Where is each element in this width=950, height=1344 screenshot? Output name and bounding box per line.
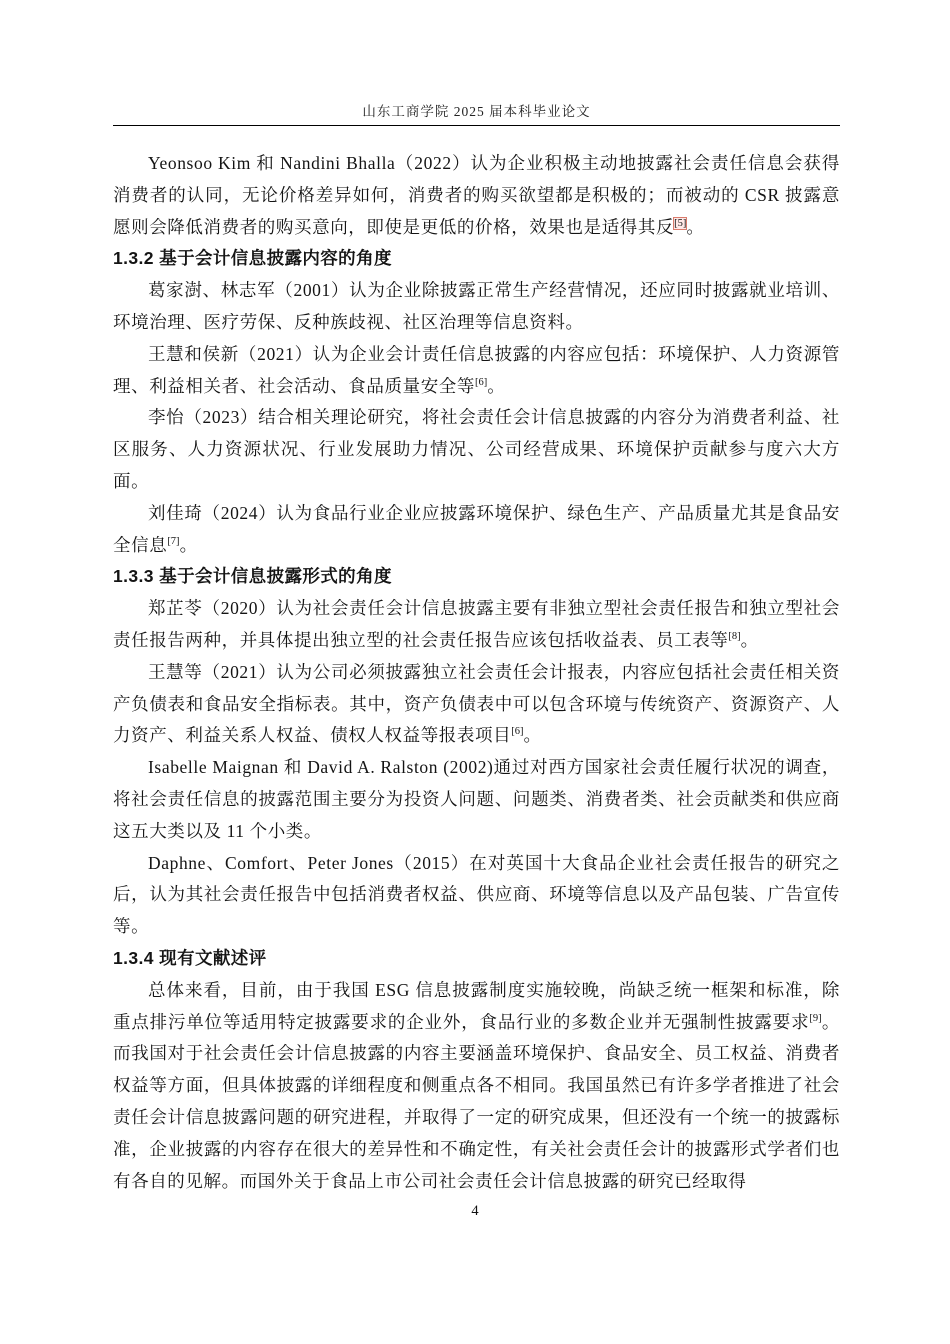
text-run: 总体来看，目前，由于我国 ESG 信息披露制度实施较晚，尚缺乏统一框架和标准，除重点排污单位等适用特定披露要求的企业外，食品行业的多数企业并无强制性披露要求 — [113, 979, 840, 1032]
text-run: 王慧和侯新（2021）认为企业会计责任信息披露的内容应包括：环境保护、人力资源管理、利益相关者、社会活动、食品质量安全等 — [113, 343, 840, 396]
paragraph — [113, 275, 840, 339]
page-footer — [0, 1203, 950, 1220]
text-run: 郑芷苓（2020）认为社会责任会计信息披露主要有非独立型社会责任报告和独立型社会责任报告两种，并具体提出独立型的社会责任报告应该包括收益表、员工表等 — [113, 598, 840, 650]
text-run: 。 — [487, 375, 506, 396]
paragraph — [113, 402, 840, 497]
section-heading — [113, 561, 840, 593]
citation-ref: [5] — [674, 217, 687, 229]
text-run: Isabelle Maignan 和 David A. Ralston (2002)通过对西方国家社会责任履行状况的调查，将社会责任信息的披露范围主要分为投资人问题、问题类、消费者类、社会贡献类和供应商这五大类以及 11 个小类。 — [113, 757, 840, 841]
text-run: Daphne、Comfort、Peter Jones（2015）在对英国十大食品企业社会责任报告的研究之后，认为其社会责任报告中包括消费者权益、供应商、环境等信息以及产品包装、广告宣传等。 — [113, 852, 840, 937]
paragraph — [113, 148, 840, 243]
text-run: 1.3.3 基于会计信息披露形式的角度 — [113, 566, 392, 587]
text-run: 。 — [523, 725, 542, 746]
text-run: 葛家澍、林志军（2001）认为企业除披露正常生产经营情况，还应同时披露就业培训、环境治理、医疗劳保、反种族歧视、社区治理等信息资料。 — [113, 280, 840, 332]
section-heading — [113, 243, 840, 275]
header-title: 山东工商学院 2025 届本科毕业论文 — [362, 104, 591, 119]
citation-ref: [9] — [809, 1012, 822, 1024]
paragraph — [113, 752, 840, 847]
text-run: 。 — [179, 534, 198, 555]
page-number: 4 — [471, 1203, 479, 1219]
text-run: 1.3.2 基于会计信息披露内容的角度 — [113, 248, 392, 269]
text-run: 。而我国对于社会责任会计信息披露的内容主要涵盖环境保护、食品安全、员工权益、消费者权益等方面，但具体披露的详细程度和侧重点各不相同。我国虽然已有许多学者推进了社会责任会计信息披露问题的研究进程，并取得了一定的研究成果，但还没有一个统一的披露标准，企业披露的内容存在很大的差异性和不确定性，有关社会责任会计的披露形式学者们也有各自的见解。而国外关于食品上市公司社会责任会计信息披露的研究已经取得 — [113, 1011, 840, 1191]
text-run: 。 — [740, 629, 759, 650]
paragraph — [113, 593, 840, 657]
citation-ref: [6] — [511, 726, 524, 738]
page-header — [113, 100, 840, 120]
paragraph — [113, 975, 840, 1198]
text-run: 刘佳琦（2024）认为食品行业企业应披露环境保护、绿色生产、产品质量尤其是食品安全信息 — [113, 502, 840, 555]
text-run: 李怡（2023）结合相关理论研究，将社会责任会计信息披露的内容分为消费者利益、社区服务、人力资源状况、行业发展助力情况、公司经营成果、环境保护贡献参与度六大方面。 — [113, 407, 840, 491]
text-run: Yeonsoo Kim 和 Nandini Bhalla（2022）认为企业积极主动地披露社会责任信息会获得消费者的认同，无论价格差异如何，消费者的购买欲望都是积极的；而被动的 CSR 披露意愿则会降低消费者的购买意向，即使是更低的价格，效果也是适得其反 — [113, 153, 840, 237]
citation-ref: [8] — [728, 631, 741, 643]
text-run: 王慧等（2021）认为公司必须披露独立社会责任会计报表，内容应包括社会责任相关资产负债表和食品安全指标表。其中，资产负债表中可以包含环境与传统资产、资源资产、人力资产、利益关系人权益、债权人权益等报表项目 — [113, 661, 840, 746]
header-divider — [113, 125, 840, 126]
paragraph — [113, 848, 840, 943]
document-body — [113, 148, 840, 1197]
paragraph — [113, 339, 840, 403]
text-run: 。 — [686, 216, 705, 237]
paragraph — [113, 498, 840, 562]
citation-ref: [7] — [167, 535, 180, 547]
section-heading — [113, 943, 840, 975]
citation-ref: [6] — [475, 376, 488, 388]
text-run: 1.3.4 现有文献述评 — [113, 947, 267, 968]
paragraph — [113, 657, 840, 752]
